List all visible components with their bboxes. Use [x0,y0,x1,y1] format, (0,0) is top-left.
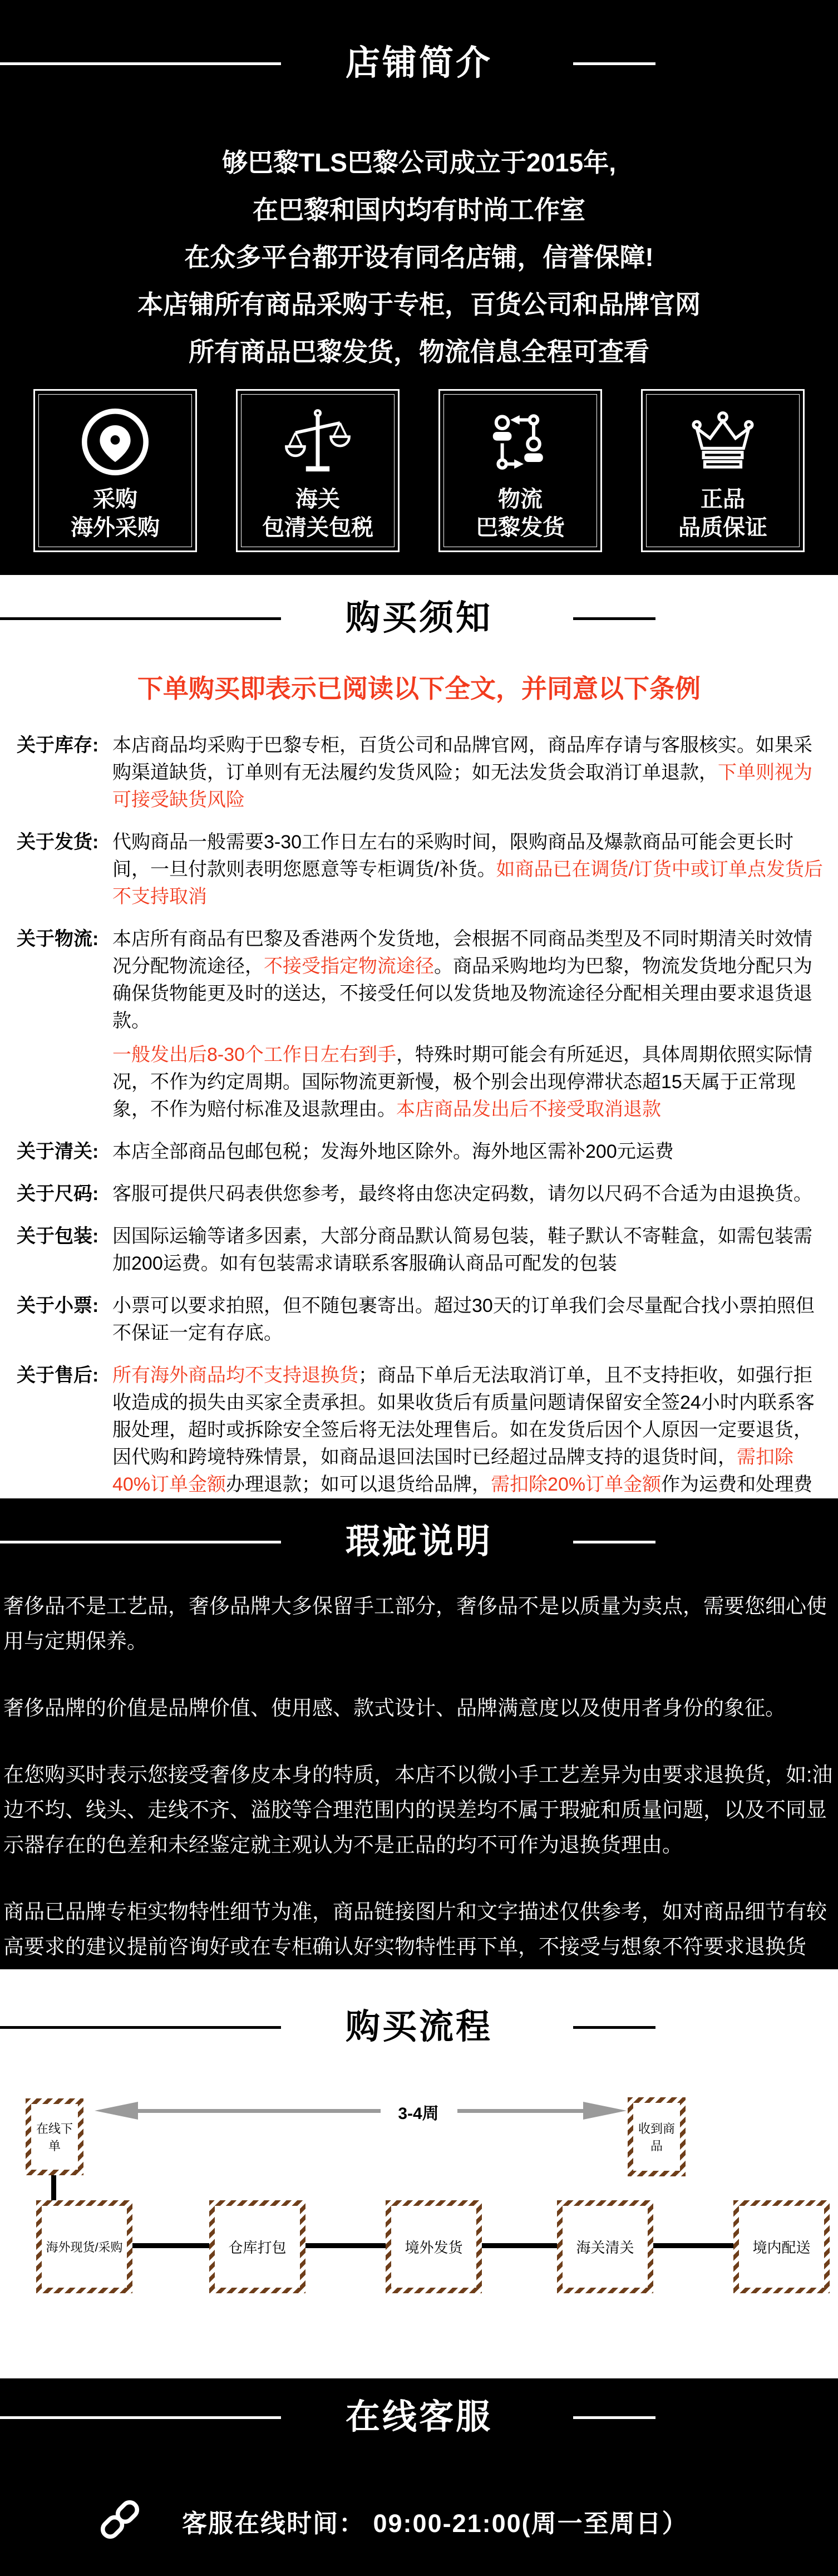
notice-item-body: 本店所有商品有巴黎及香港两个发货地，会根据不同商品类型及不同时期清关时效情况分配物流途径，不接受指定物流途径。商品采购地均为巴黎，物流发货地分配只为确保货物能更及时的送达，不接受任何以发货地及物流途径分配相关理由要求退货退款。 [112,928,812,1031]
notice-item-logistics [17,926,824,1123]
feature-label-line2: 巴黎发货 [476,515,565,540]
process-section [0,1969,838,2378]
flow-box-warehouse-packing: 仓库打包 [209,2200,305,2293]
process-flow-diagram [0,2051,838,2340]
defects-paragraphs [3,1589,835,1964]
flow-box-domestic-delivery: 境内配送 [733,2200,830,2293]
flow-box-receive-goods: 收到商品 [628,2097,686,2176]
feature-box-authentic [641,389,805,552]
logistics-icon [440,405,600,479]
notice-item-body: 客服可提供尺码表供您参考，最终将由您决定码数，请勿以尺码不合适为由退换货。 [112,1183,812,1205]
title-line-right [573,62,655,65]
intro-line: 在巴黎和国内均有时尚工作室 [253,195,585,224]
defects-paragraph: 奢侈品牌的价值是品牌价值、使用感、款式设计、品牌满意度以及使用者身份的象征。 [3,1697,786,1719]
feature-boxes [33,389,805,552]
defects-title-row [0,1518,838,1565]
defects-section [0,1498,838,1969]
arrow-left-line [136,2109,381,2113]
defects-paragraph: 商品已品牌专柜实物特性细节为准，商品链接图片和文字描述仅供参考，如对商品细节有较高要求的建议提前咨询好或在专柜确认好实物特性再下单，不接受与想象不符要求退换货 [3,1900,827,1958]
service-title-row [0,2394,838,2441]
notice-item-label: 关于库存: [17,735,99,756]
flow-box-overseas-purchase: 海外现货/采购 [36,2200,132,2293]
title-line-right [573,2416,655,2419]
arrow-left-icon [95,2102,138,2120]
notice-item-label: 关于发货: [17,832,99,853]
notice-item-stock [17,732,824,814]
purchase-notice-title-row [0,595,838,642]
notice-item-body-2: 一般发出后8-30个工作日左右到手，特殊时期可能会有所延迟，具体周期依照实际情况，不作为约定周期。国际物流更新慢，极个别会出现停滞状态超15天属于正常现象，不作为赔付标准及退款理由。本店商品发出后不接受取消退款 [112,1044,813,1120]
intro-line: 所有商品巴黎发货，物流信息全程可查看 [189,337,649,366]
store-intro-title: 店铺简介 [345,44,492,82]
duration-label: 3-4周 [398,2105,439,2123]
notice-item-label: 关于清关: [17,1141,99,1162]
defects-paragraph: 奢侈品不是工艺品，奢侈品牌大多保留手工部分，奢侈品不是以质量为卖点，需要您细心使用与定期保养。 [3,1595,827,1653]
process-title-row [0,2004,838,2051]
title-line-left [0,1541,281,1543]
title-line-right [573,1541,655,1543]
flow-box-overseas-shipping: 境外发货 [386,2200,482,2293]
feature-label-line2: 包清关包税 [262,515,373,540]
flow-connector [482,2243,557,2248]
feature-box-purchase [33,389,197,552]
feature-label-line1: 采购 [93,487,137,512]
notice-item-label: 关于尺码: [17,1183,99,1205]
title-line-right [573,617,655,620]
service-section [0,2378,838,2576]
title-line-left [0,617,281,620]
notice-item-aftersale [17,1362,824,1498]
feature-box-customs [236,389,400,552]
flow-connector [653,2243,733,2248]
flow-connector [305,2243,386,2248]
flow-box-order-online: 在线下单 [26,2098,83,2175]
feature-label-line1: 海关 [295,487,340,512]
arrow-right-line [457,2109,583,2113]
purchase-notice-section [0,575,838,1498]
notice-item-body: 因国际运输等诸多因素，大部分商品默认简易包装，鞋子默认不寄鞋盒，如需包装需加200运费。如有包装需求请联系客服确认商品可配发的包装 [112,1226,812,1274]
notice-item-packaging [17,1223,824,1277]
purchase-notice-title: 购买须知 [345,599,492,637]
store-intro-text [0,139,838,376]
notice-headline: 下单购买即表示已阅读以下全文，并同意以下条例 [137,674,701,703]
store-intro-section [0,0,838,575]
defects-paragraph: 在您购买时表示您接受奢侈皮本身的特质，本店不以微小手工艺差异为由要求退换货，如:油边不均、线头、走线不齐、溢胶等合理范围内的误差均不属于瑕疵和质量问题，以及不同显示器存在的色差和未经鉴定就主观认为不是正品的均不可作为退换货理由。 [3,1763,833,1856]
feature-box-logistics [438,389,602,552]
notice-item-label: 关于物流: [17,928,99,950]
service-title: 在线客服 [345,2398,492,2436]
title-line-left [0,62,281,65]
store-intro-title-row [0,40,838,87]
notice-list [17,732,824,1498]
feature-label-line1: 物流 [498,487,543,512]
flow-vertical-connector [51,2175,56,2200]
defects-title: 瑕疵说明 [345,1522,492,1561]
service-hours-row [93,2493,838,2549]
service-hours-text: 客服在线时间： 09:00-21:00(周一至周日） [182,2509,688,2538]
location-pin-icon [35,405,195,479]
intro-line: 本店铺所有商品采购于专柜，百货公司和品牌官网 [137,290,701,319]
notice-item-body: 本店全部商品包邮包税；发海外地区除外。海外地区需补200元运费 [112,1141,674,1162]
intro-line: 够巴黎TLS巴黎公司成立于2015年, [222,148,616,177]
notice-item-label: 关于包装: [17,1226,99,1247]
feature-label-line2: 品质保证 [678,515,767,540]
flow-connector [132,2243,209,2248]
intro-line: 在众多平台都开设有同名店铺，信誉保障! [184,243,654,272]
feature-label-line2: 海外采购 [71,515,160,540]
crown-icon [643,405,803,479]
notice-item-body: 小票可以要求拍照，但不随包裹寄出。超过30天的订单我们会尽量配合找小票拍照但不保证一定有存底。 [112,1295,815,1344]
feature-label-line1: 正品 [701,487,745,512]
notice-item-label: 关于小票: [17,1295,99,1316]
notice-item-label: 关于售后: [17,1365,99,1386]
notice-item-body: 本店商品均采购于巴黎专柜，百货公司和品牌官网，商品库存请与客服核实。如果采购渠道缺货，订单则有无法履约发货风险；如无法发货会取消订单退款，下单则视为可接受缺货风险 [112,735,812,810]
flow-box-customs-clearance: 海关清关 [557,2200,653,2293]
process-title: 购买流程 [345,2008,492,2046]
notice-item-customs [17,1138,824,1166]
notice-item-size [17,1181,824,1208]
arrow-right-icon [583,2102,627,2120]
title-line-left [0,2026,281,2029]
title-line-right [573,2026,655,2029]
chain-link-icon [93,2493,146,2549]
scales-icon [238,405,398,479]
title-line-left [0,2416,281,2419]
notice-item-shipping [17,829,824,911]
notice-item-body: 代购商品一般需要3-30工作日左右的采购时间，限购商品及爆款商品可能会更长时间，一旦付款则表明您愿意等专柜调货/补货。如商品已在调货/订货中或订单点发货后不支持取消 [112,832,823,907]
notice-item-receipt [17,1292,824,1347]
notice-item-body: 所有海外商品均不支持退换货；商品下单后无法取消订单，且不支持拒收，如强行拒收造成的损失由买家全责承担。如果收货后有质量问题请保留安全签24小时内联系客服处理，超时或拆除安全签后将无法处理售后。如在发货后因个人原因一定要退货，因代购和跨境特殊情景，如商品退回法国时已经超过品牌支持的退货时间，需扣除40%订单金额办理退款；如可以退货给品牌，需扣除20%订单金额作为运费和处理费 [112,1365,815,1495]
